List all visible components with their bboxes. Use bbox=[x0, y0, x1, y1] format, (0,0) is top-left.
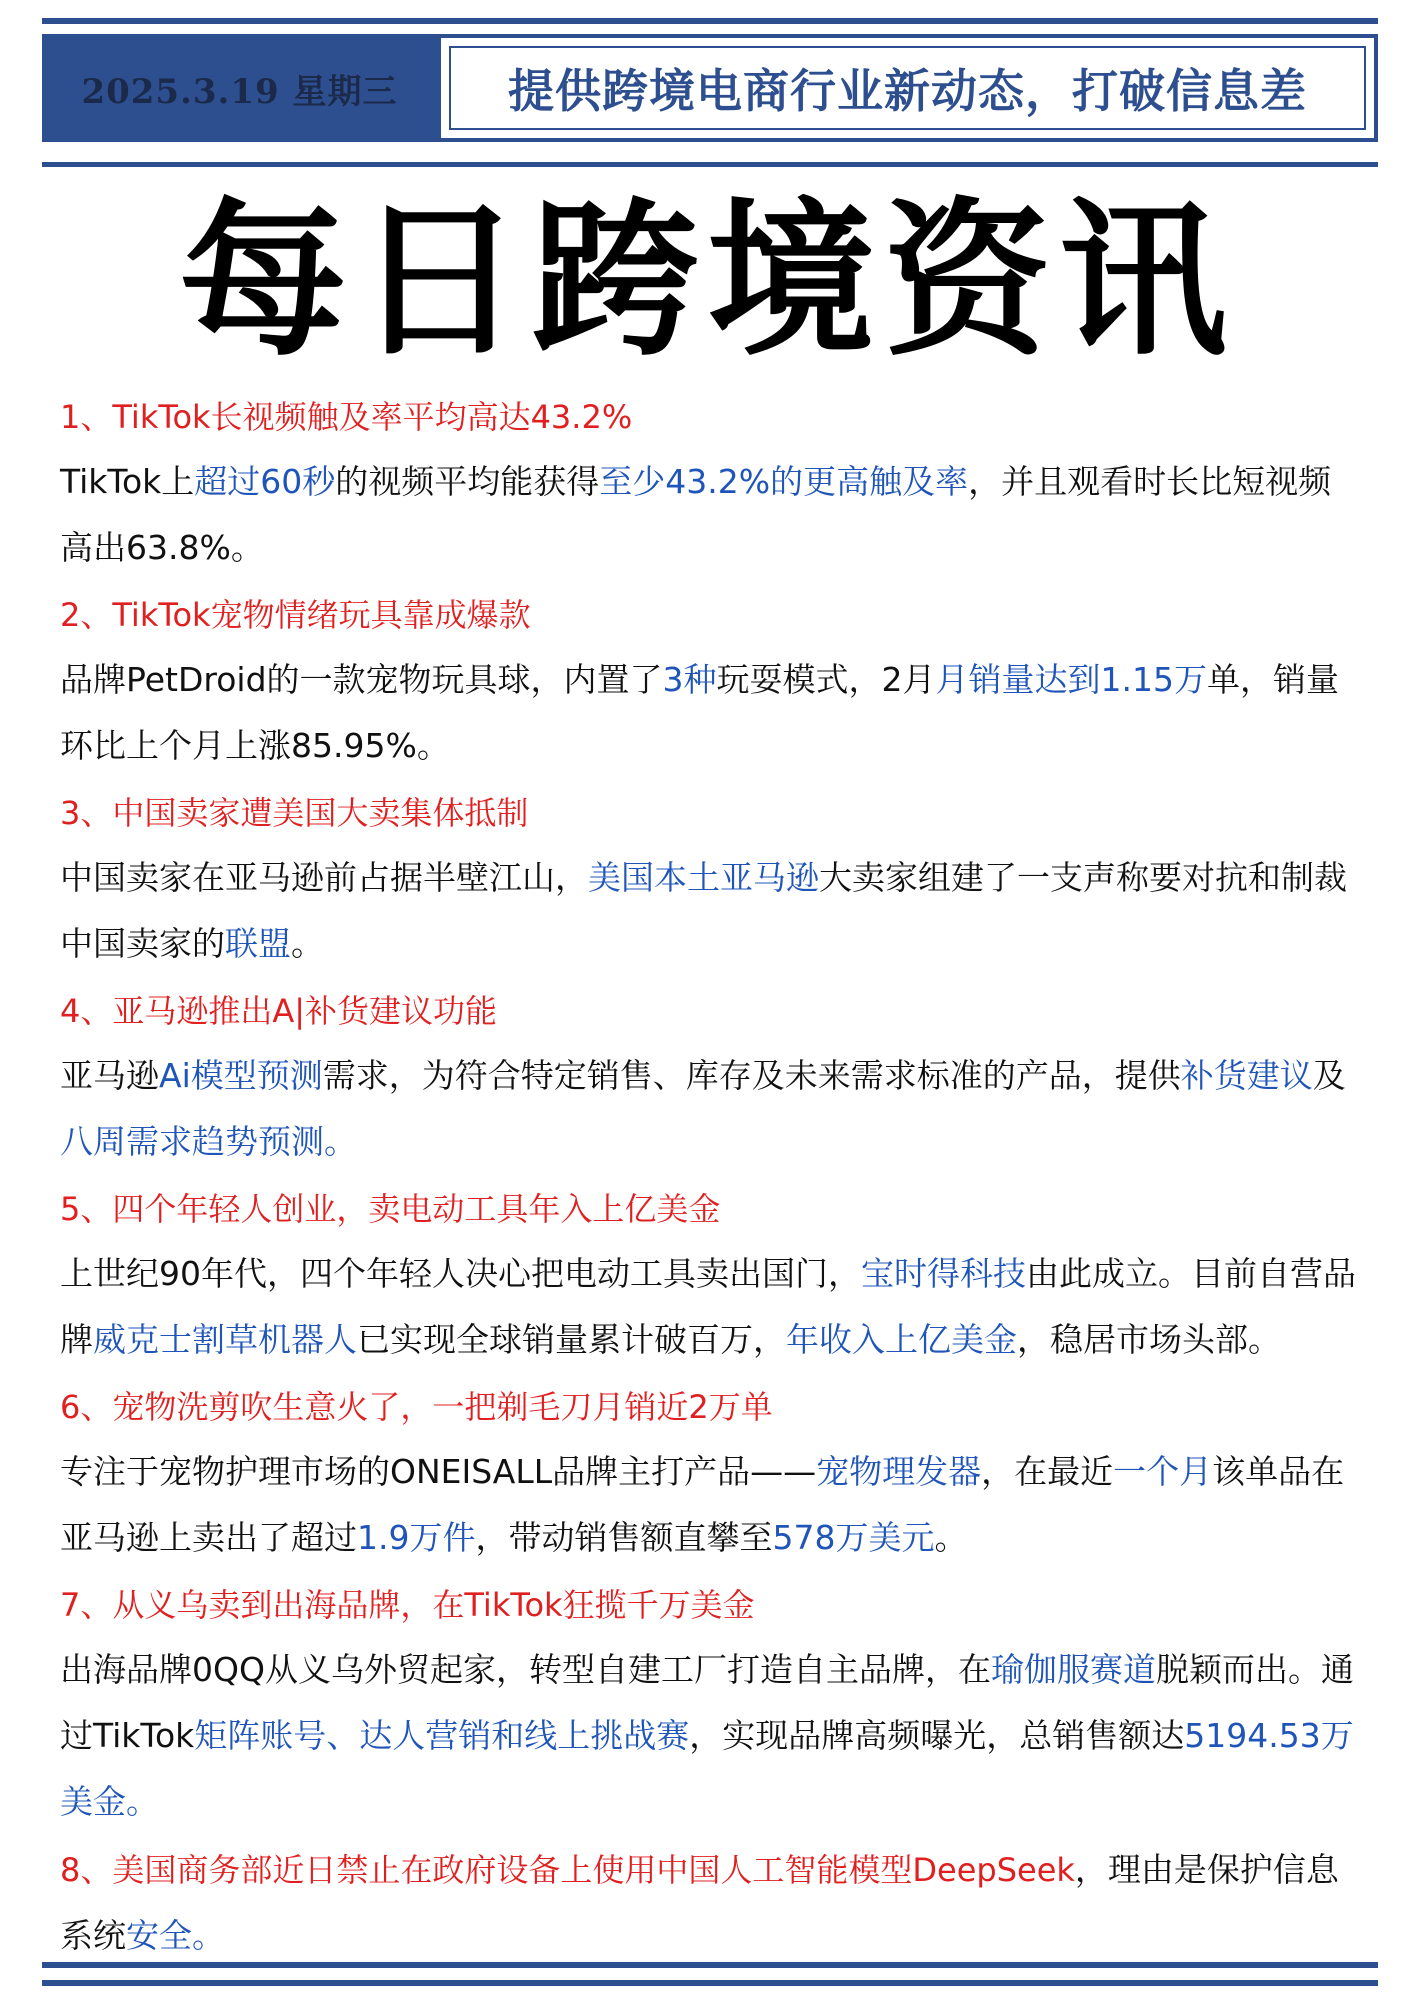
news-item-highlight: 月销量达到1.15万 bbox=[935, 660, 1208, 699]
news-item-highlight: 威克士割草机器人 bbox=[93, 1320, 357, 1359]
news-item-text: 单，销量环比上个月上涨85.95%。 bbox=[60, 660, 1340, 765]
bottom-rule-secondary bbox=[42, 1980, 1378, 1986]
date-panel bbox=[42, 34, 437, 142]
news-item-title-tail: ，理由是保护信息系统 bbox=[60, 1850, 1339, 1955]
slogan-panel bbox=[437, 34, 1378, 142]
news-item-highlight: 瑜伽服赛道 bbox=[990, 1650, 1156, 1689]
news-item-text: 的视频平均能获得 bbox=[335, 462, 600, 501]
news-item-highlight: 年收入上亿美金 bbox=[786, 1320, 1017, 1359]
news-item-text: 大卖家组建了一支声称要对抗和制裁中国卖家的 bbox=[60, 858, 1347, 963]
news-item-highlight: 宠物理发器 bbox=[816, 1452, 982, 1491]
news-item-text: 已实现全球销量累计破百万， bbox=[357, 1320, 786, 1359]
news-item-title bbox=[60, 979, 1360, 1043]
news-item-text: ，并且观看时长比短视频高出63.8%。 bbox=[60, 462, 1332, 567]
news-item-title-text: 6、宠物洗剪吹生意火了，一把剃毛刀月销近2万单 bbox=[60, 1388, 773, 1426]
news-item-title bbox=[60, 385, 1360, 449]
news-item-highlight: 八周需求趋势预测。 bbox=[60, 1122, 357, 1161]
date-label: 2025.3.19 星期三 bbox=[81, 71, 398, 112]
news-item bbox=[60, 1573, 1360, 1835]
news-item-title bbox=[60, 1837, 1360, 1969]
news-item-highlight: 矩阵账号、达人营销和线上挑战赛 bbox=[194, 1716, 690, 1755]
news-item-title bbox=[60, 1177, 1360, 1241]
header-bottom-rule bbox=[42, 162, 1378, 167]
news-item-text: 。 bbox=[291, 924, 324, 963]
news-item-highlight: 至少43.2%的更高触及率 bbox=[599, 462, 969, 501]
news-item-title-text: 5、四个年轻人创业，卖电动工具年入上亿美金 bbox=[60, 1190, 721, 1228]
page-title: 每日跨境资讯 bbox=[179, 181, 1235, 379]
news-item-text: ，稳居市场头部。 bbox=[1017, 1320, 1281, 1359]
news-item-title-text: 3、中国卖家遭美国大卖集体抵制 bbox=[60, 794, 529, 832]
news-item-title bbox=[60, 781, 1360, 845]
news-item bbox=[60, 781, 1360, 977]
news-item-text: 上世纪90年代，四个年轻人决心把电动工具卖出国门， bbox=[60, 1254, 861, 1293]
news-item-body bbox=[60, 845, 1360, 977]
news-item-highlight: 一个月 bbox=[1113, 1452, 1213, 1491]
news-item-highlight: 宝时得科技 bbox=[861, 1254, 1026, 1293]
news-item-text: TikTok上 bbox=[60, 462, 195, 501]
news-item bbox=[60, 1177, 1360, 1373]
news-item-body bbox=[60, 1637, 1360, 1835]
news-item-body bbox=[60, 1241, 1360, 1373]
news-item bbox=[60, 979, 1360, 1175]
news-item-title bbox=[60, 1375, 1360, 1439]
news-item-highlight: 安全。 bbox=[126, 1916, 225, 1955]
slogan-frame bbox=[449, 46, 1366, 130]
news-item-title-text: 8、美国商务部近日禁止在政府设备上使用中国人工智能模型DeepSeek bbox=[60, 1851, 1075, 1889]
news-item-text: 。 bbox=[934, 1518, 968, 1557]
news-item-highlight: 578万美元 bbox=[772, 1518, 935, 1557]
news-item-highlight: 3种 bbox=[662, 660, 717, 699]
news-list bbox=[60, 385, 1360, 1969]
news-item-text: 玩耍模式，2月 bbox=[716, 660, 936, 699]
news-item-highlight: 超过60秒 bbox=[194, 462, 336, 501]
news-item-highlight: 美国本土亚马逊 bbox=[588, 858, 819, 897]
news-item-text: 亚马逊 bbox=[60, 1056, 159, 1095]
news-item-text: 由此成立。目前自营品牌 bbox=[60, 1254, 1356, 1359]
news-item bbox=[60, 583, 1360, 779]
news-item-title-text: 1、TikTok长视频触及率平均高达43.2% bbox=[60, 398, 633, 436]
news-item-title bbox=[60, 583, 1360, 647]
news-item-text: ，带动销售额直攀至 bbox=[475, 1518, 773, 1557]
news-item-body bbox=[60, 449, 1360, 581]
top-rule bbox=[42, 18, 1378, 24]
header-banner bbox=[42, 34, 1378, 142]
news-item-title-text: 7、从义乌卖到出海品牌，在TikTok狂揽千万美金 bbox=[60, 1586, 755, 1624]
bottom-rule bbox=[42, 1962, 1378, 1968]
news-item bbox=[60, 1837, 1360, 1969]
news-item-highlight: 5194.53万美金。 bbox=[60, 1716, 1354, 1821]
news-item-highlight: Ai模型预测 bbox=[159, 1056, 323, 1095]
news-item-text: 出海品牌0QQ从义乌外贸起家，转型自建工厂打造自主品牌，在 bbox=[60, 1650, 991, 1689]
news-item-title-text: 2、TikTok宠物情绪玩具靠成爆款 bbox=[60, 596, 531, 634]
news-item-text: ，在最近 bbox=[981, 1452, 1114, 1491]
news-item-text: 及 bbox=[1312, 1056, 1346, 1095]
news-item bbox=[60, 385, 1360, 581]
news-item-body bbox=[60, 1043, 1360, 1175]
news-item-text: 该单品在亚马逊上卖出了超过 bbox=[60, 1452, 1345, 1557]
news-item-body bbox=[60, 1439, 1360, 1571]
news-item-text: 脱颖而出。通过TikTok bbox=[60, 1650, 1354, 1755]
news-item-body bbox=[60, 647, 1360, 779]
news-item-text: 专注于宠物护理市场的ONEISALL品牌主打产品—— bbox=[60, 1452, 817, 1491]
news-item-text: ，实现品牌高频曝光，总销售额达 bbox=[689, 1716, 1185, 1755]
news-item-title-text: 4、亚马逊推出A|补货建议功能 bbox=[60, 992, 498, 1030]
news-item-text: 需求，为符合特定销售、库存及未来需求标准的产品，提供 bbox=[322, 1056, 1181, 1095]
slogan-text: 提供跨境电商行业新动态，打破信息差 bbox=[508, 64, 1307, 118]
news-item-title bbox=[60, 1573, 1360, 1637]
news-item bbox=[60, 1375, 1360, 1571]
news-item-highlight: 1.9万件 bbox=[357, 1518, 476, 1557]
news-item-text: 中国卖家在亚马逊前占据半壁江山， bbox=[60, 858, 588, 897]
news-item-highlight: 补货建议 bbox=[1180, 1056, 1313, 1095]
news-item-text: 品牌PetDroid的一款宠物玩具球，内置了 bbox=[60, 660, 663, 699]
news-item-highlight: 联盟 bbox=[225, 924, 291, 963]
